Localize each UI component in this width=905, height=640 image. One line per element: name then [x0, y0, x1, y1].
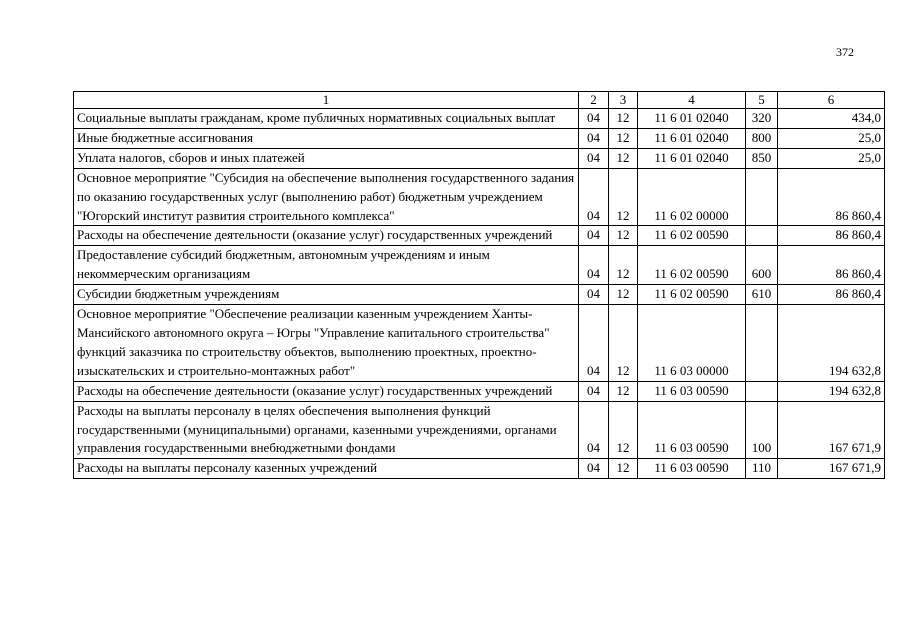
row-subsection: 12: [609, 401, 638, 459]
row-expense-type: [746, 381, 778, 401]
row-section: 04: [579, 148, 609, 168]
header-cell-5: 5: [746, 92, 778, 109]
row-subsection: 12: [609, 128, 638, 148]
row-section: 04: [579, 381, 609, 401]
row-amount: 86 860,4: [778, 246, 885, 285]
row-name: Субсидии бюджетным учреждениям: [74, 285, 579, 305]
row-subsection: 12: [609, 168, 638, 226]
table-row: [74, 226, 885, 246]
row-amount: 86 860,4: [778, 226, 885, 246]
row-section: 04: [579, 285, 609, 305]
table-row: [74, 285, 885, 305]
row-amount: 25,0: [778, 148, 885, 168]
row-expense-type: [746, 305, 778, 382]
row-target-article: 11 6 02 00590: [638, 285, 746, 305]
row-name: Расходы на выплаты персоналу в целях обеспечения выполнения функций государственными (муниципальными) органами, казенными учреждениями, органами управления государственными внебюджетными фондами: [74, 401, 579, 459]
row-name: Расходы на обеспечение деятельности (оказание услуг) государственных учреждений: [74, 381, 579, 401]
table-row: [74, 148, 885, 168]
row-name: Уплата налогов, сборов и иных платежей: [74, 148, 579, 168]
table-row: [74, 168, 885, 226]
row-expense-type: [746, 226, 778, 246]
row-section: 04: [579, 246, 609, 285]
row-section: 04: [579, 305, 609, 382]
row-target-article: 11 6 02 00590: [638, 246, 746, 285]
row-subsection: 12: [609, 381, 638, 401]
header-cell-1: 1: [74, 92, 579, 109]
row-name: Основное мероприятие "Субсидия на обеспечение выполнения государственного задания по оказанию государственных услуг (выполнению работ) бюджетным учреждением "Югорский институт развития строительного комплекса": [74, 168, 579, 226]
row-name: Социальные выплаты гражданам, кроме публичных нормативных социальных выплат: [74, 109, 579, 129]
row-subsection: 12: [609, 109, 638, 129]
row-subsection: 12: [609, 305, 638, 382]
header-cell-3: 3: [609, 92, 638, 109]
row-expense-type: [746, 168, 778, 226]
table-header-row: [74, 92, 885, 109]
row-target-article: 11 6 02 00000: [638, 168, 746, 226]
header-cell-6: 6: [778, 92, 885, 109]
row-target-article: 11 6 02 00590: [638, 226, 746, 246]
page-number: 372: [836, 45, 854, 59]
row-target-article: 11 6 01 02040: [638, 148, 746, 168]
row-name: Основное мероприятие "Обеспечение реализации казенным учреждением Ханты-Мансийского автономного округа – Югры "Управление капитального строительства" функций заказчика по строительству объектов, выполнению проектных, проектно-изыскательских и строительно-монтажных работ": [74, 305, 579, 382]
row-target-article: 11 6 03 00590: [638, 381, 746, 401]
table-body: [74, 92, 885, 479]
row-section: 04: [579, 168, 609, 226]
row-expense-type: 600: [746, 246, 778, 285]
row-amount: 86 860,4: [778, 168, 885, 226]
row-section: 04: [579, 401, 609, 459]
table-row: [74, 401, 885, 459]
row-subsection: 12: [609, 226, 638, 246]
row-amount: 167 671,9: [778, 401, 885, 459]
header-cell-2: 2: [579, 92, 609, 109]
row-subsection: 12: [609, 246, 638, 285]
row-subsection: 12: [609, 285, 638, 305]
row-amount: 86 860,4: [778, 285, 885, 305]
row-expense-type: 850: [746, 148, 778, 168]
row-amount: 167 671,9: [778, 459, 885, 479]
row-target-article: 11 6 01 02040: [638, 128, 746, 148]
row-name: Предоставление субсидий бюджетным, автономным учреждениям и иным некоммерческим организациям: [74, 246, 579, 285]
row-target-article: 11 6 03 00590: [638, 459, 746, 479]
row-amount: 434,0: [778, 109, 885, 129]
row-expense-type: 800: [746, 128, 778, 148]
row-amount: 194 632,8: [778, 381, 885, 401]
row-section: 04: [579, 128, 609, 148]
row-target-article: 11 6 01 02040: [638, 109, 746, 129]
row-target-article: 11 6 03 00590: [638, 401, 746, 459]
header-cell-4: 4: [638, 92, 746, 109]
row-section: 04: [579, 226, 609, 246]
table-row: [74, 128, 885, 148]
row-subsection: 12: [609, 459, 638, 479]
table-row: [74, 381, 885, 401]
row-amount: 194 632,8: [778, 305, 885, 382]
row-name: Расходы на выплаты персоналу казенных учреждений: [74, 459, 579, 479]
row-name: Расходы на обеспечение деятельности (оказание услуг) государственных учреждений: [74, 226, 579, 246]
row-name: Иные бюджетные ассигнования: [74, 128, 579, 148]
row-section: 04: [579, 109, 609, 129]
row-amount: 25,0: [778, 128, 885, 148]
budget-table: [73, 91, 885, 479]
row-subsection: 12: [609, 148, 638, 168]
row-expense-type: 320: [746, 109, 778, 129]
row-section: 04: [579, 459, 609, 479]
row-expense-type: 110: [746, 459, 778, 479]
table-row: [74, 246, 885, 285]
row-expense-type: 100: [746, 401, 778, 459]
table-row: [74, 305, 885, 382]
table-row: [74, 459, 885, 479]
table-row: [74, 109, 885, 129]
row-expense-type: 610: [746, 285, 778, 305]
row-target-article: 11 6 03 00000: [638, 305, 746, 382]
